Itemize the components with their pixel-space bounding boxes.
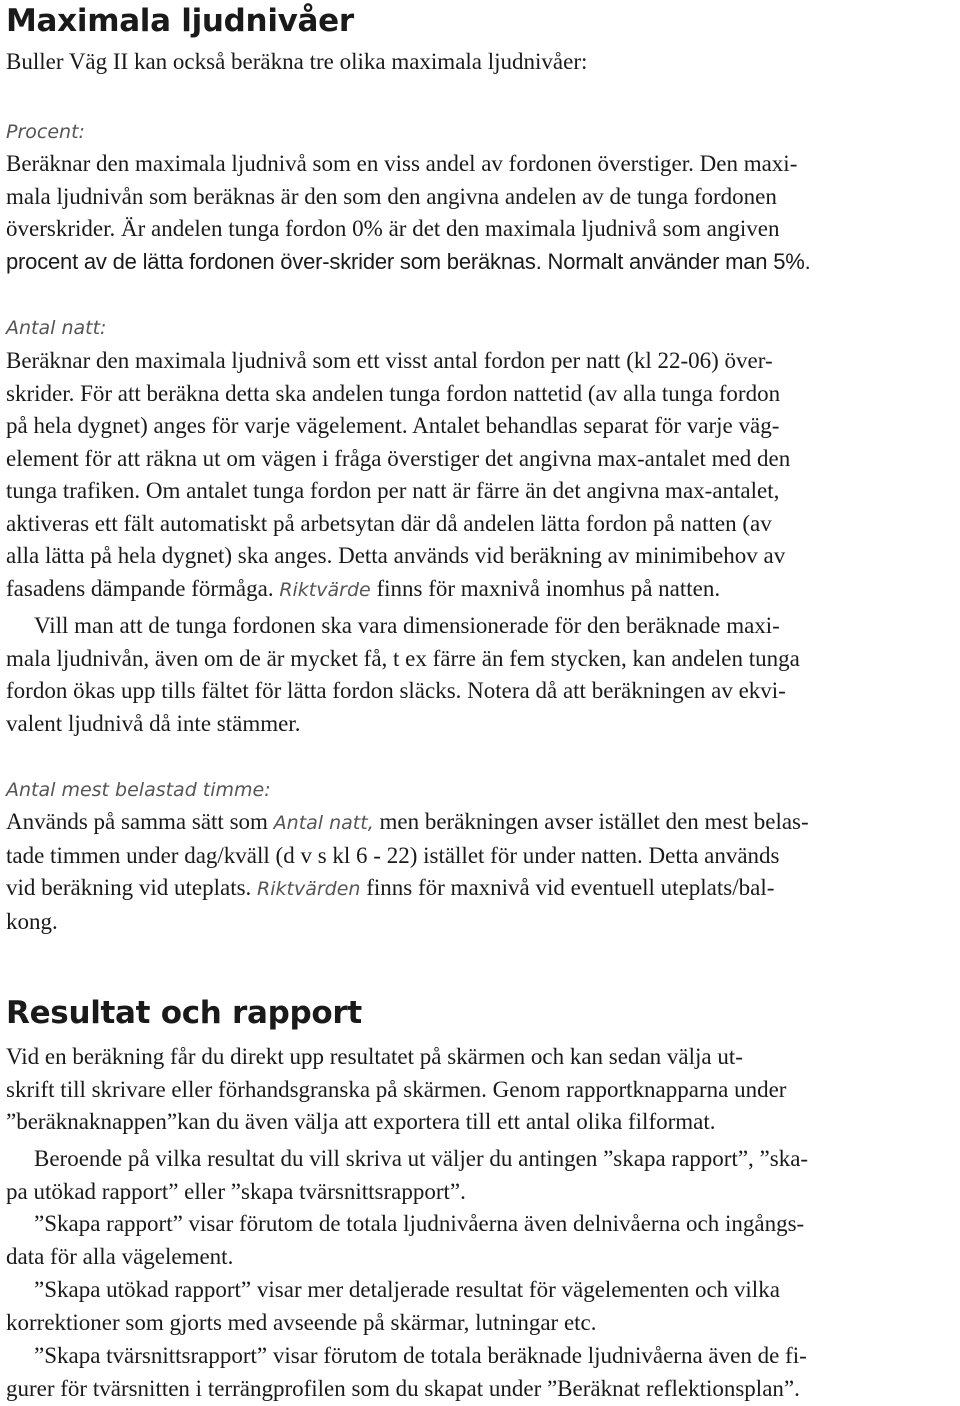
term-riktvarden: Riktvärden	[257, 878, 361, 900]
antal-natt-paragraph-2: Vill man att de tunga fordonen ska vara dimensionerade för den beräknade maxi- mala ljudnivån, även om de är mycket få, t ex färre än fem stycken, kan andelen tunga fordon ökas upp tills fältet för lätta fordon släcks. Notera då att beräkningen av ekvi- valent ljudnivå då inte stämmer.	[6, 613, 800, 736]
term-antal-natt: Antal natt,	[273, 812, 374, 834]
section-heading-resultat: Resultat och rapport	[6, 995, 362, 1031]
resultat-paragraph-5: ”Skapa tvärsnittsrapport” visar förutom de totala beräknade ljudnivåerna även de fi- gurer för tvärsnitten i terrängprofilen som du skapat under ”Beräknat reflektionsplan”.	[6, 1343, 807, 1401]
antal-natt-last-line: fasadens dämpande förmåga. Riktvärde finns för maxnivå inomhus på natten.	[6, 575, 721, 601]
resultat-paragraph-1: Vid en beräkning får du direkt upp resultatet på skärmen och kan sedan välja ut- skrift till skrivare eller förhandsgranska på skärmen. Genom rapportknapparna under ”beräknaknappen”kan du även välja att exportera till ett antal olika filformat.	[6, 1044, 787, 1134]
antal-natt-paragraph: Beräknar den maximala ljudnivå som ett visst antal fordon per natt (kl 22-06) över- skrider. För att beräkna detta ska andelen tunga fordon nattetid (av alla tunga fordon på hela dygnet) anges för varje vägelement. Antalet behandlas separat för varje väg- element för att räkna ut om vägen i fråga överstiger det angivna max-antalet med den tunga trafiken. Om antalet tunga fordon per natt är färre än det angivna max-antalet, aktiveras ett fält automatiskt på arbetsytan där då andelen lätta fordon på natten (av alla lätta på hela dygnet) ska anges. Detta används vid beräkning av minimibehov av fasadens dämpande förmåga. Riktvärde finns för maxnivå inomhus på natten.	[6, 345, 954, 606]
procent-paragraph: Beräknar den maximala ljudnivå som en viss andel av fordonen överstiger. Den maxi- mala ljudnivån som beräknas är den som den angivna andelen av de tunga fordonen överskrider. Är andelen tunga fordon 0% är det den maximala ljudnivå som angiven procent av de lätta fordonen över-skrider som beräknas. Normalt använder man 5%.	[6, 151, 811, 274]
antal-timme-line-3: vid beräkning vid uteplats. Riktvärden finns för maxnivå vid eventuell uteplats/bal-	[6, 875, 775, 900]
resultat-paragraph-4: ”Skapa utökad rapport” visar mer detaljerade resultat för vägelementen och vilka korrektioner som gjorts med avseende på skärmar, lutningar etc.	[6, 1277, 780, 1335]
section-heading-maximala: Maximala ljudnivåer	[6, 3, 354, 39]
antal-natt-label: Antal natt:	[6, 317, 107, 339]
antal-timme-paragraph: Används på samma sätt som Antal natt, men beräkningen avser istället den mest belas- tade timmen under dag/kväll (d v s kl 6 - 22) istället för under natten. Detta används vid beräkning vid uteplats. Riktvärden finns för maxnivå vid eventuell uteplats/bal- kong.	[6, 806, 954, 938]
resultat-paragraph-2: Beroende på vilka resultat du vill skriva ut väljer du antingen ”skapa rapport”, ”ska- pa utökad rapport” eller ”skapa tvärsnittsrapport”.	[6, 1146, 809, 1204]
resultat-paragraph-3: ”Skapa rapport” visar förutom de totala ljudnivåerna även delnivåerna och ingångs- data för alla vägelement.	[6, 1211, 805, 1269]
intro-paragraph: Buller Väg II kan också beräkna tre olika maximala ljudnivåer:	[6, 49, 588, 74]
procent-label: Procent:	[6, 121, 85, 143]
antal-timme-label: Antal mest belastad timme:	[6, 779, 271, 801]
antal-timme-line-1: Används på samma sätt som Antal natt, men beräkningen avser istället den mest belas-	[6, 809, 809, 834]
term-riktvarde: Riktvärde	[279, 578, 371, 601]
